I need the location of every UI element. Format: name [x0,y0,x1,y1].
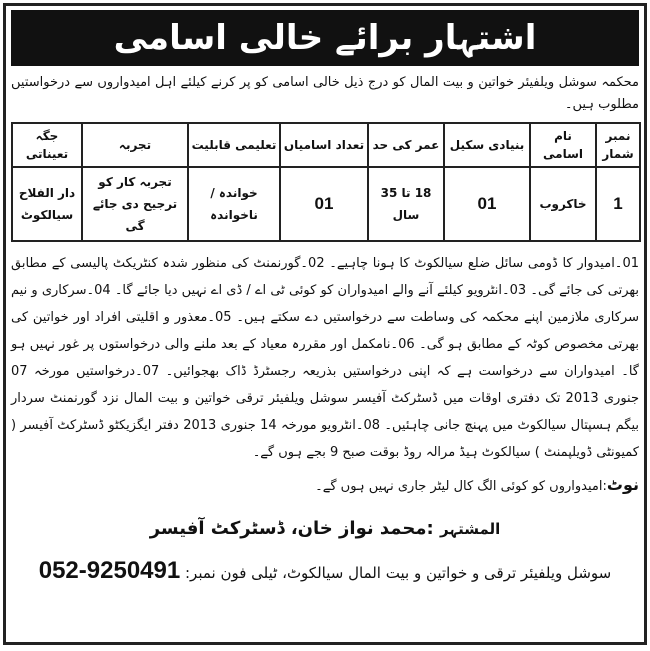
condition-line: بھرتی مخصوص کوٹہ کے مطابق ہو گی۔ 06۔نامکمل اور مقررہ معیاد کے بعد ملنے والی درخواستوں پر غور نہیں ہو گا۔ [11,337,639,379]
cell-post: خاکروب [530,167,596,241]
education-line-1: خواندہ / [210,186,258,200]
phone-number: 052-9250491 [38,557,181,584]
education-line-2: ناخواندہ [210,208,258,222]
experience-line-2: ترجیح دی جائے گی [92,197,178,233]
table-header-row [12,123,640,167]
cell-serial: 1 [596,167,640,241]
vacancy-table [11,122,641,242]
place-line-2: سیالکوٹ [20,208,74,222]
cell-posting-place [12,167,82,241]
condition-line: سیالکوٹ میں پہنچ جانی چاہئیں۔ 08۔انٹرویو مورخہ 14 جنوری 2013 دفتر ایگزیکٹو ڈسٹرکٹ آفیسر ( کمیونٹی [11,418,639,460]
advertiser-name: :محمد نواز خان، ڈسٹرکٹ آفیسر [149,518,434,539]
place-line-1: دار الفلاح [18,186,76,200]
header-scale: بنیادی سکیل [444,123,530,167]
advertisement-border [3,3,647,645]
note-text: :امیدواروں کو کوئی الگ کال لیٹر جاری نہیں ہوں گے۔ [315,479,607,494]
footer [11,556,639,588]
condition-line: نیم سرکاری ملازمین اپنے محکمہ کی وساطت سے درخواستیں دے سکتے ہیں۔ 05۔معذور و اقلیتی افراد اور خواتین کی [11,283,639,325]
header-age: عمر کی حد [368,123,444,167]
cell-count: 01 [280,167,368,241]
age-range: 18 تا 35 [380,186,432,200]
footer-office: سوشل ویلفیئر ترقی و خواتین و بیت المال سیالکوٹ، ٹیلی فون نمبر: [184,564,612,582]
condition-line: 2013 تک دفتری اوقات میں ڈسٹرکٹ آفیسر سوشل ویلفیئر ترقی خواتین و بیت المال نزد گورنمنٹ سردار بیگم ہسپتال [11,391,639,433]
header-education: تعلیمی قابلیت [188,123,280,167]
age-unit: سال [392,208,420,222]
conditions-text [11,250,639,466]
table-row [12,167,640,241]
note [11,472,639,500]
cell-scale: 01 [444,167,530,241]
condition-line: ڈویلپمنٹ ) سیالکوٹ ہیڈ مرالہ روڈ بوقت صبح 9 بجے ہوں گے۔ [252,445,593,460]
header-post: نام اسامی [530,123,596,167]
header-posting-place: جگہ تعیناتی [12,123,82,167]
condition-line: کی جائے گی۔ 03۔انٹرویو کیلئے آنے والے امیدواران کو کوئی ٹی اے / ڈی اے نہیں دیا جائے گا۔ 04۔سرکاری و [31,283,604,298]
condition-line: امیدواران سے درخواست ہے کہ اپنی درخواستیں بذریعہ رجسٹرڈ ڈاک بھجوائیں۔ 07۔درخواستیں مورخہ 07 جنوری [11,364,639,406]
condition-line: 01۔امیدوار کا ڈومی سائل ضلع سیالکوٹ کا ہونا چاہیے۔ 02۔گورنمنٹ کی منظور شدہ کنٹریکٹ پالیسی کے مطابق بھرتی [11,256,640,298]
header-experience: تجربہ [82,123,188,167]
cell-education [188,167,280,241]
ad-title: اشتہار برائے خالی اسامی [11,10,639,66]
advertiser-label: المشتہر [439,520,501,538]
intro-text: محکمہ سوشل ویلفیئر خواتین و بیت المال کو درج ذیل خالی اسامی کو پر کرنے کیلئے اہل امیدواروں سے درخواستیں مطلوب ہیں۔ [11,75,639,112]
header-serial: نمبر شمار [596,123,640,167]
note-label: نوٹ [606,475,639,494]
advertiser [11,514,639,544]
cell-age [368,167,444,241]
header-count: تعداد اسامیاں [280,123,368,167]
cell-experience [82,167,188,241]
experience-line-1: تجربہ کار کو [98,175,172,189]
